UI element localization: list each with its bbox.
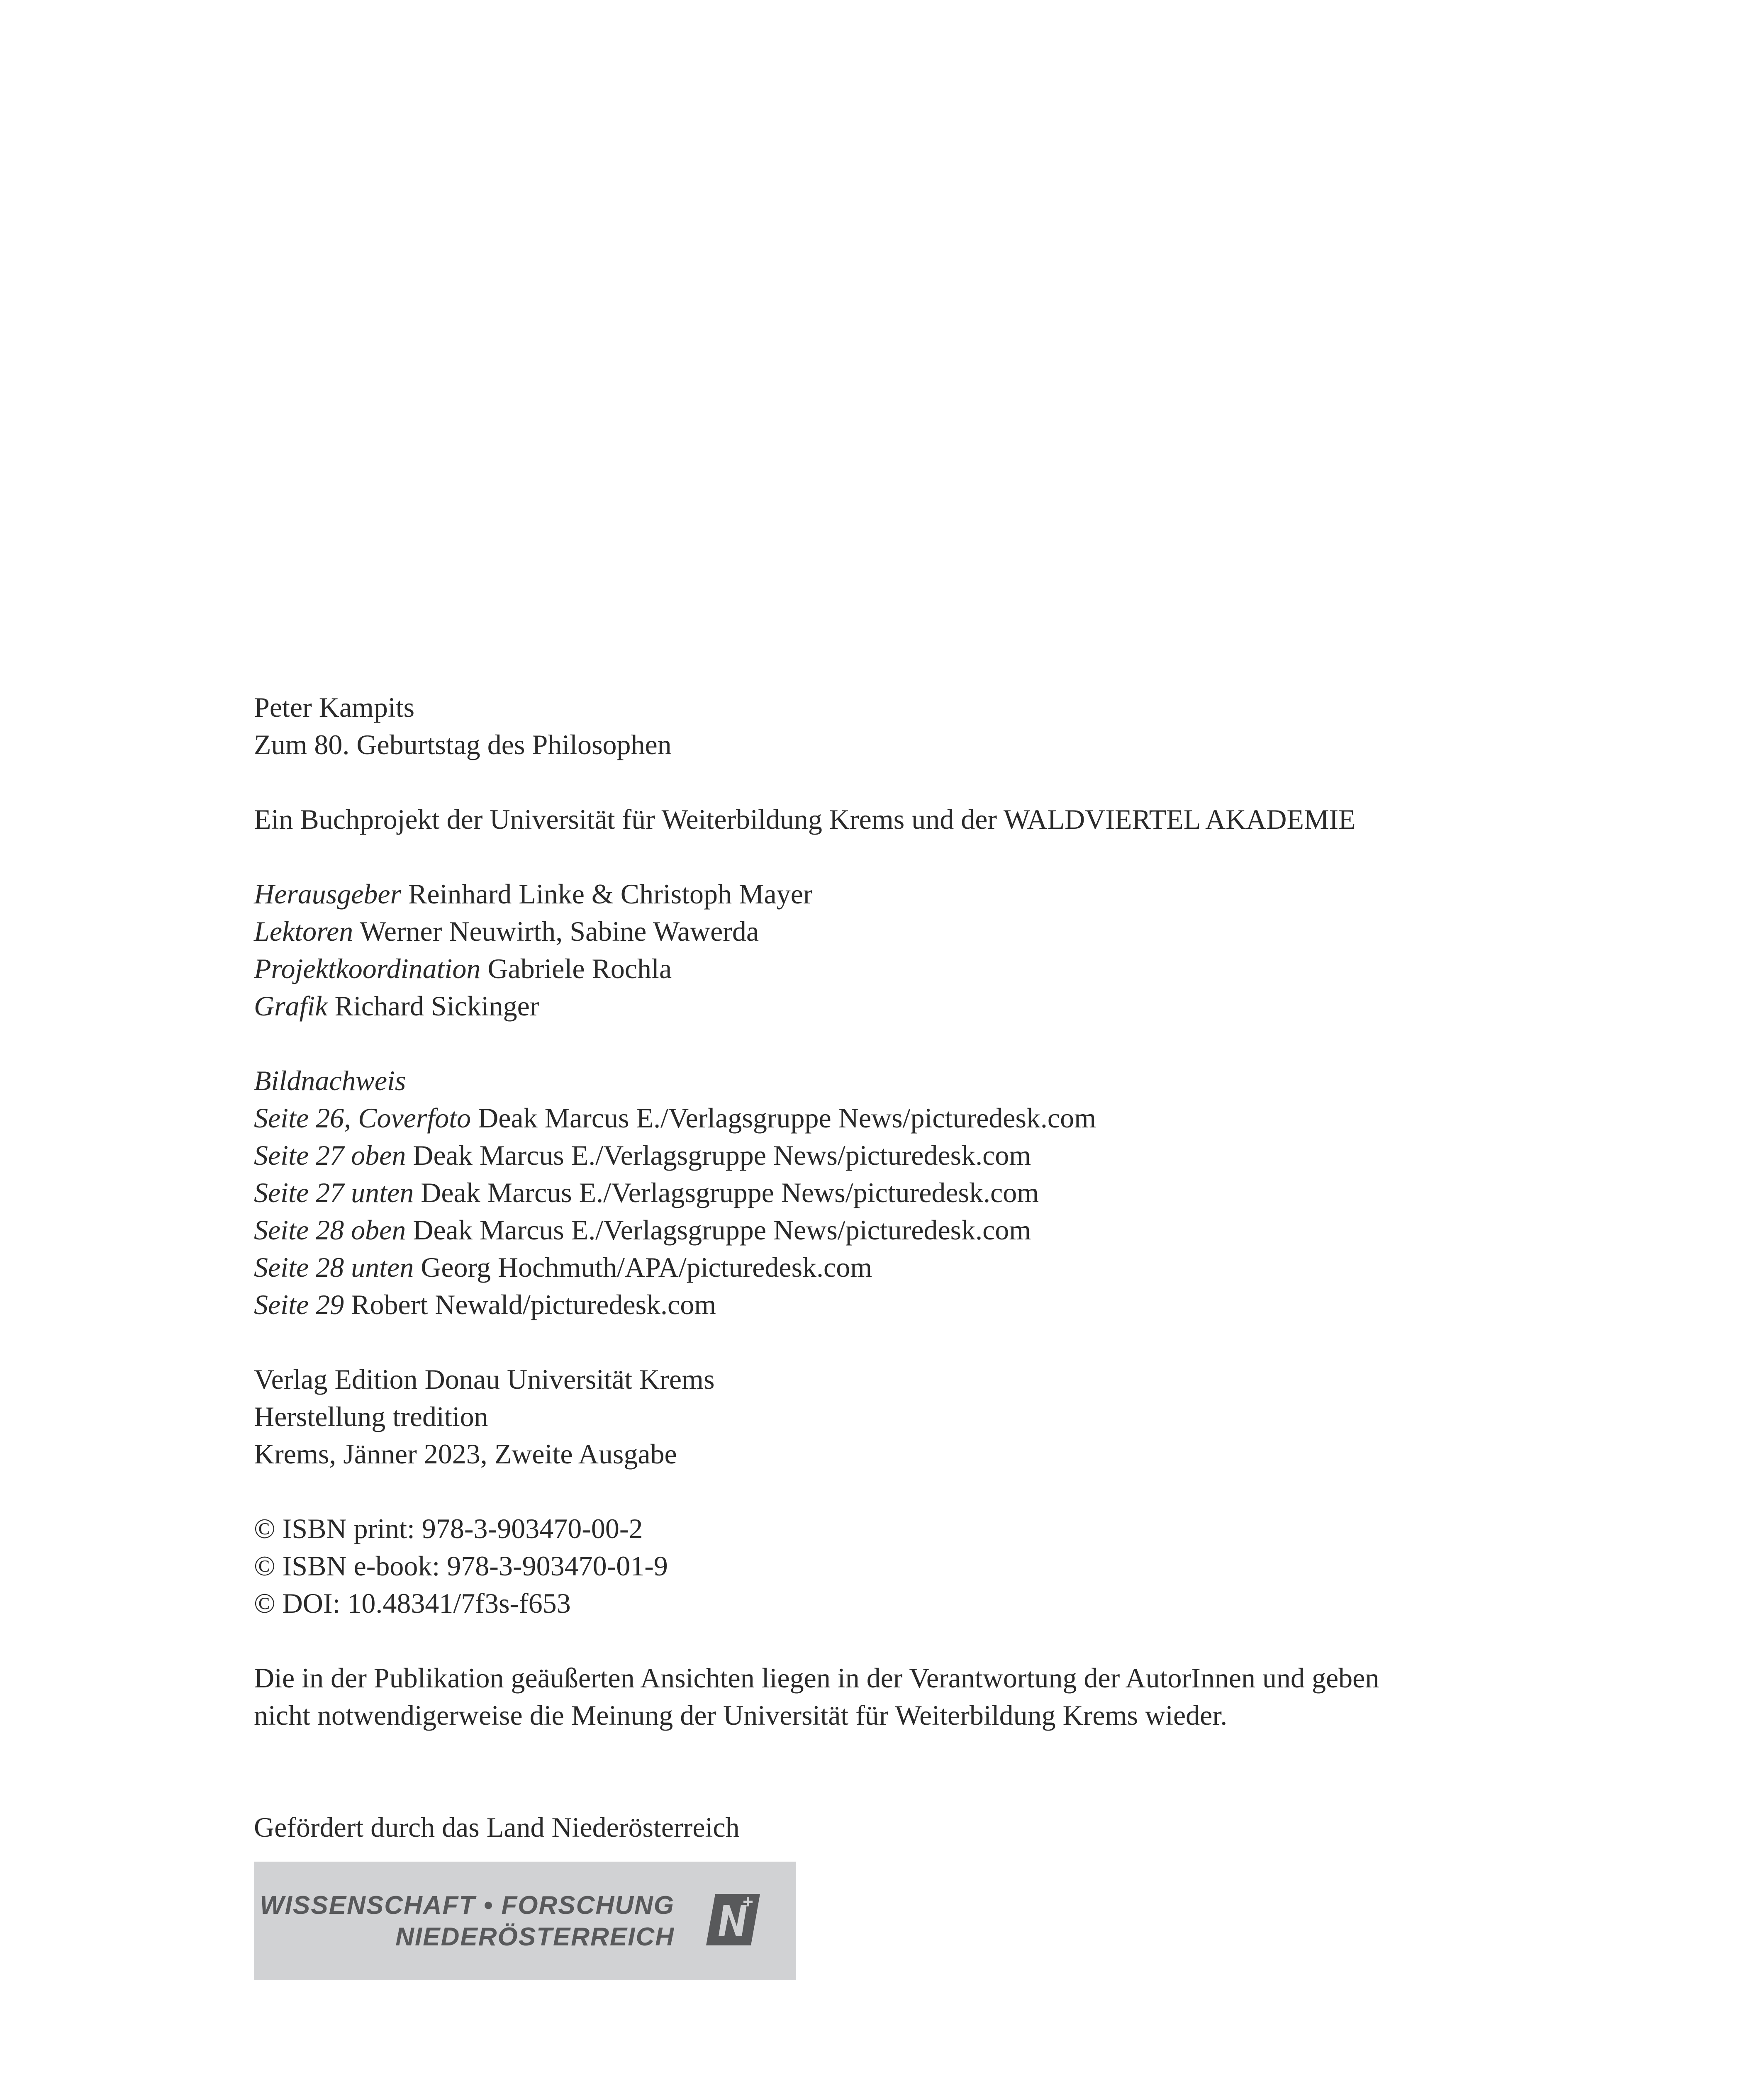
image-credits-heading: Bildnachweis bbox=[254, 1065, 406, 1096]
image-credit-source: Deak Marcus E./Verlagsgruppe News/picturedesk.com bbox=[413, 1214, 1031, 1246]
author-name: Peter Kampits bbox=[254, 691, 415, 723]
credit-name: Reinhard Linke & Christoph Mayer bbox=[408, 878, 813, 910]
funding-logo bbox=[254, 1862, 796, 1980]
image-credit-line bbox=[254, 1286, 1581, 1323]
credit-line bbox=[254, 875, 1581, 913]
title-block bbox=[254, 689, 1581, 763]
identifiers bbox=[254, 1510, 1581, 1622]
image-credit-label: Seite 26, Coverfoto bbox=[254, 1102, 471, 1134]
book-subtitle: Zum 80. Geburtstag des Philosophen bbox=[254, 729, 672, 760]
disclaimer bbox=[254, 1659, 1581, 1734]
funding-text: Gefördert durch das Land Niederösterreich bbox=[254, 1811, 740, 1843]
credit-name: Richard Sickinger bbox=[334, 990, 539, 1022]
project-line: Ein Buchprojekt der Universität für Weiterbildung Krems und der WALDVIERTEL AKADEMIE bbox=[254, 803, 1356, 835]
publishing-info bbox=[254, 1361, 1581, 1473]
image-credit-line bbox=[254, 1137, 1581, 1174]
isbn-print: © ISBN print: 978-3-903470-00-2 bbox=[254, 1513, 643, 1544]
credit-line bbox=[254, 950, 1581, 987]
image-credit-label: Seite 28 oben bbox=[254, 1214, 406, 1246]
credit-line bbox=[254, 913, 1581, 950]
image-credit-line bbox=[254, 1249, 1581, 1286]
funding-logo-line1: WISSENSCHAFT • FORSCHUNG bbox=[260, 1891, 675, 1920]
image-credit-source: Deak Marcus E./Verlagsgruppe News/picturedesk.com bbox=[478, 1102, 1096, 1134]
credit-role: Herausgeber bbox=[254, 878, 402, 910]
edition-line: Krems, Jänner 2023, Zweite Ausgabe bbox=[254, 1438, 677, 1470]
credit-role: Grafik bbox=[254, 990, 328, 1022]
credit-name: Gabriele Rochla bbox=[487, 953, 672, 984]
image-credit-label: Seite 27 oben bbox=[254, 1139, 406, 1171]
image-credit-label: Seite 29 bbox=[254, 1289, 344, 1320]
doi: © DOI: 10.48341/7f3s-f653 bbox=[254, 1587, 571, 1619]
imprint-page bbox=[254, 689, 1581, 1980]
image-credit-label: Seite 28 unten bbox=[254, 1251, 414, 1283]
image-credit-source: Deak Marcus E./Verlagsgruppe News/picturedesk.com bbox=[413, 1139, 1031, 1171]
isbn-ebook: © ISBN e-book: 978-3-903470-01-9 bbox=[254, 1550, 668, 1582]
image-credit-line bbox=[254, 1174, 1581, 1211]
credit-role: Projektkoordination bbox=[254, 953, 481, 984]
noe-logo-icon bbox=[706, 1894, 760, 1945]
disclaimer-line: Die in der Publikation geäußerten Ansichten liegen in der Verantwortung der AutorInnen und geben bbox=[254, 1662, 1379, 1694]
publisher-line: Verlag Edition Donau Universität Krems bbox=[254, 1363, 715, 1395]
image-credit-source: Robert Newald/picturedesk.com bbox=[351, 1289, 716, 1320]
production-line: Herstellung tredition bbox=[254, 1401, 488, 1432]
credit-name: Werner Neuwirth, Sabine Wawerda bbox=[359, 915, 759, 947]
image-credits bbox=[254, 1062, 1581, 1323]
image-credit-line bbox=[254, 1211, 1581, 1249]
credits-list bbox=[254, 875, 1581, 1025]
funding-logo-text bbox=[260, 1890, 675, 1953]
image-credit-source: Georg Hochmuth/APA/picturedesk.com bbox=[421, 1251, 872, 1283]
image-credit-line bbox=[254, 1099, 1581, 1137]
funding-logo-line2: NIEDERÖSTERREICH bbox=[395, 1923, 675, 1951]
image-credit-label: Seite 27 unten bbox=[254, 1177, 414, 1208]
credit-line bbox=[254, 987, 1581, 1025]
disclaimer-line: nicht notwendigerweise die Meinung der Universität für Weiterbildung Krems wieder. bbox=[254, 1699, 1228, 1731]
credit-role: Lektoren bbox=[254, 915, 353, 947]
image-credit-source: Deak Marcus E./Verlagsgruppe News/picturedesk.com bbox=[421, 1177, 1039, 1208]
